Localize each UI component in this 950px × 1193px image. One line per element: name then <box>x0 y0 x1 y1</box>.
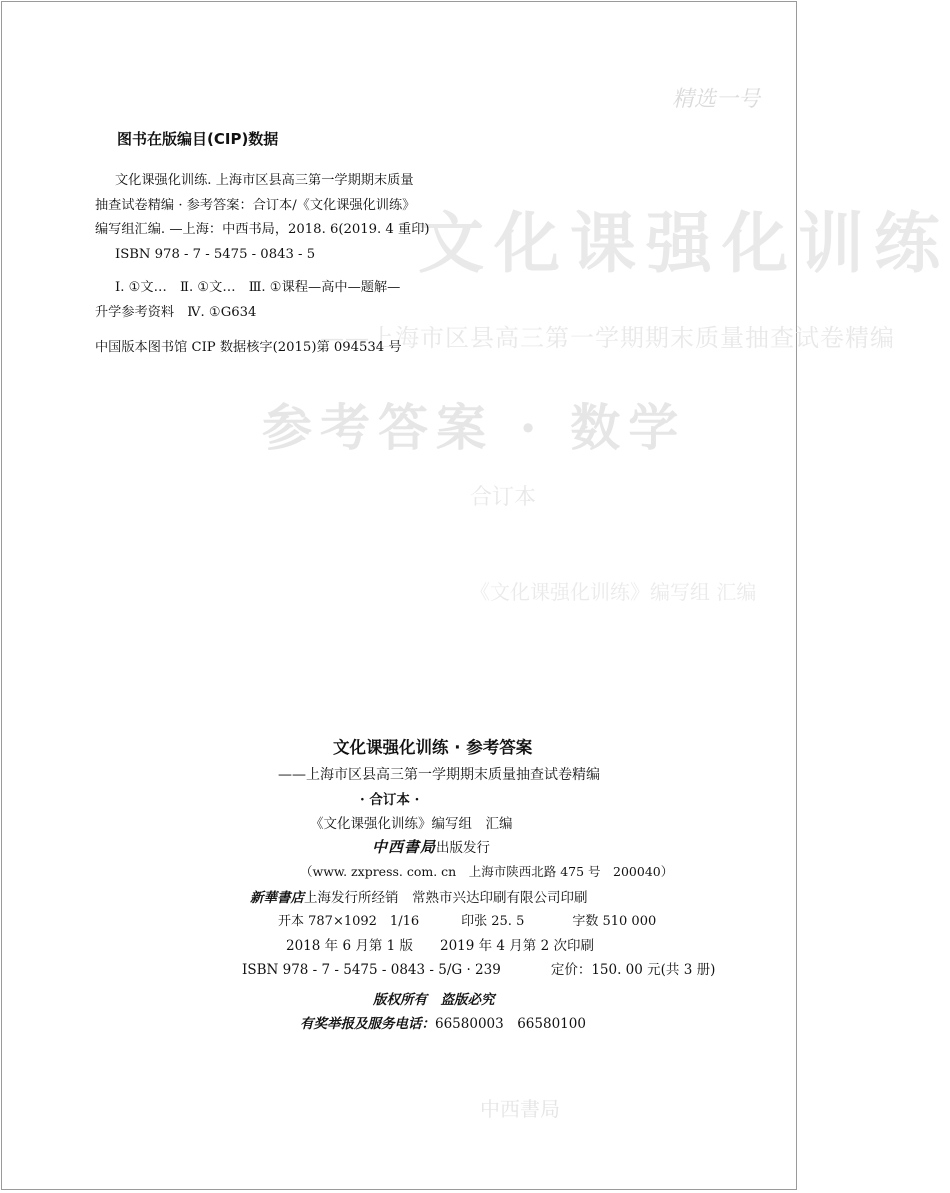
imprint-address: （www. zxpress. com. cn 上海市陕西北路 475 号 200040） <box>300 864 674 879</box>
ghost-publisher-text: 中西書局 <box>480 1097 560 1121</box>
imprint-title: 文化课强化训练 · 参考答案 <box>333 738 533 757</box>
imprint-subtitle: ——上海市区县高三第一学期期末质量抽查试卷精编 <box>278 767 600 783</box>
ghost-title-text: 文化课强化训练 <box>418 204 950 282</box>
cip-line: 抽查试卷精编 · 参考答案：合订本/《文化课强化训练》 <box>95 197 416 213</box>
ghost-compiler-text: 《文化课强化训练》编写组 汇编 <box>470 580 757 604</box>
distributor-logo-text: 新華書店 <box>250 890 304 906</box>
cip-block <box>84 128 504 361</box>
imprint-format: 开本 787×1092 1/16 <box>278 914 420 929</box>
imprint-isbn-price <box>242 958 715 978</box>
imprint-specs <box>278 910 656 929</box>
ghost-heding-text: 合订本 <box>470 485 537 510</box>
cip-classification-line: Ⅰ. ①文… Ⅱ. ①文… Ⅲ. ①课程—高中—题解— <box>115 280 401 295</box>
imprint-report-phone <box>300 1012 586 1032</box>
cip-library-record: 中国版本图书馆 CIP 数据核字(2015)第 094534 号 <box>95 340 402 355</box>
imprint-isbn: ISBN 978 - 7 - 5475 - 0843 - 5/G · 239 <box>242 962 501 978</box>
cip-classification-line: 升学参考资料 Ⅳ. ①G634 <box>95 304 257 320</box>
publisher-logo-text: 中西書局 <box>372 838 437 856</box>
cip-record <box>84 169 504 361</box>
imprint-edition: 2018 年 6 月第 1 版 2019 年 4 月第 2 次印刷 <box>286 938 594 954</box>
publisher-suffix: 出版发行 <box>436 840 491 856</box>
imprint-publisher <box>372 836 490 857</box>
imprint-rights: 版权所有 盗版必究 <box>373 992 495 1008</box>
report-label: 有奖举报及服务电话： <box>300 1016 435 1032</box>
imprint-words: 字数 510 000 <box>572 914 657 929</box>
cip-heading: 图书在版编目(CIP)数据 <box>117 130 279 148</box>
report-numbers: 66580003 66580100 <box>435 1016 586 1032</box>
ghost-subtitle-text: ——上海市区县高三第一学期期末质量抽查试卷精编 <box>320 324 895 352</box>
imprint-sheets: 印张 25. 5 <box>461 914 525 929</box>
imprint-distributor <box>250 886 588 906</box>
cip-line: 文化课强化训练. 上海市区县高三第一学期期末质量 <box>115 173 414 188</box>
ghost-answer-text: 参考答案 · 数学 <box>262 398 687 457</box>
cip-isbn-line: ISBN 978 - 7 - 5475 - 0843 - 5 <box>115 246 316 262</box>
cip-line: 编写组汇编. —上海：中西书局，2018. 6(2019. 4 重印) <box>95 222 430 237</box>
imprint-price: 定价：150. 00 元(共 3 册) <box>550 962 716 978</box>
ghost-series-text: 精选一号 <box>671 87 760 112</box>
imprint-compiler: 《文化课强化训练》编写组 汇编 <box>310 816 513 832</box>
distributor-suffix: 上海发行所经销 常熟市兴达印刷有限公司印刷 <box>304 890 588 906</box>
imprint-volume-label: · 合订本 · <box>360 792 420 808</box>
